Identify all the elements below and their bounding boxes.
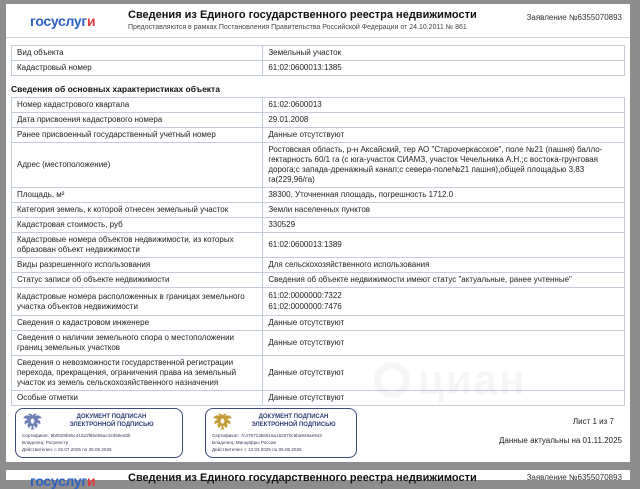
stamp-header (22, 411, 176, 432)
row-value: Земельный участок (263, 46, 625, 61)
gosuslugi-logo-blue: госуслуг (30, 473, 87, 489)
row-label: Сведения о невозможности государственной регистрации перехода, прекращения, ограничения права на земельный участок из земель сельскохозяйственного назначения (12, 356, 263, 391)
stamp-certificate: Сертификат: 7c475713b6516a152070c6ba948ae943 (212, 433, 322, 438)
table-row (12, 258, 625, 273)
stamp-validity: Действителен: с 02.07.2025 по 25.09.2026 (22, 446, 112, 452)
row-value: Ростовская область, р-н Аксайский, тер АО "Старочеркасское", поле №21 (пашня) балло-гектарность 60/1 га (с юга-участок СИАМЗ, участок Чечельника А.Н.;с востока-грунтовая дорога;с запада-дренажный канал;с севера-поле№21 пашня),общей площадью 3,83 га(229,96/га) (263, 143, 625, 188)
table-row (12, 331, 625, 356)
table-row (12, 218, 625, 233)
stamp-validity: Действителен: с 12.03.2025 по 05.06.2026 (212, 446, 302, 452)
row-value: Сведения об объекте недвижимости имеют статус "актуальные, ранее учтенные" (263, 273, 625, 288)
row-label: Адрес (местоположение) (12, 143, 263, 188)
rosreestr-emblem-icon (22, 411, 43, 432)
table-row (12, 233, 625, 258)
table-row (12, 143, 625, 188)
russia-coat-of-arms-icon (212, 411, 233, 432)
stamp-title: ДОКУМЕНТ ПОДПИСАН ЭЛЕКТРОННОЙ ПОДПИСЬЮ (251, 414, 336, 428)
header-title-block (128, 9, 518, 31)
document-header (6, 4, 630, 38)
table-row (12, 61, 625, 76)
document-page-2 (6, 470, 630, 489)
sheet-number: Лист 1 из 7 (572, 417, 614, 426)
gosuslugi-logo-blue: госуслуг (30, 13, 87, 29)
document-subtitle: Предоставляются в рамках Постановления Правительства Российской Федерации от 24.10.2011 № 861 (128, 24, 467, 31)
row-value: 330529 (263, 218, 625, 233)
row-value: Земли населенных пунктов (263, 203, 625, 218)
signature-stamp-rosreestr (15, 408, 183, 458)
row-label: Кадастровые номера объектов недвижимости, из которых образован объект недвижимости (12, 233, 263, 258)
data-actual-date: Данные актуальны на 01.11.2025 (498, 436, 622, 445)
row-value: Данные отсутствуют (263, 331, 625, 356)
signature-stamp-mincifry (205, 408, 357, 458)
stamp-certificate: Сертификат: 9b0528b65c41622f6beb6ac42d55ed3b (22, 433, 131, 438)
table-row (12, 113, 625, 128)
application-number: Заявление №6355070893 (526, 13, 622, 22)
application-number: Заявление №6355070893 (526, 473, 622, 482)
stamp-owner: Владелец: Росреестр (22, 439, 69, 445)
row-label: Дата присвоения кадастрового номера (12, 113, 263, 128)
table-row (12, 316, 625, 331)
row-label: Виды разрешенного использования (12, 258, 263, 273)
row-label: Кадастровый номер (12, 61, 263, 76)
row-label: Сведения о кадастровом инженере (12, 316, 263, 331)
signature-stamps (15, 408, 630, 458)
row-value: 61:02:0600013:1385 (263, 61, 625, 76)
row-label: Категория земель, к которой отнесен земельный участок (12, 203, 263, 218)
table-row (12, 391, 625, 406)
row-label: Особые отметки (12, 391, 263, 406)
row-value: 38300, Уточненная площадь, погрешность 1712.0 (263, 188, 625, 203)
gosuslugi-logo (30, 13, 95, 29)
table-row (12, 188, 625, 203)
row-value (263, 288, 625, 316)
table-row (12, 203, 625, 218)
table-row (12, 356, 625, 391)
row-label: Сведения о наличии земельного спора о местоположении границ земельных участков (12, 331, 263, 356)
row-label: Площадь, м² (12, 188, 263, 203)
table-row (12, 98, 625, 113)
row-label: Кадастровая стоимость, руб (12, 218, 263, 233)
row-value: Данные отсутствуют (263, 356, 625, 391)
stamp-details (22, 433, 176, 454)
row-value: Данные отсутствуют (263, 391, 625, 406)
stamp-details (212, 433, 350, 454)
table-row (12, 128, 625, 143)
document-title: Сведения из Единого государственного реестра недвижимости (128, 9, 477, 21)
row-label: Статус записи об объекте недвижимости (12, 273, 263, 288)
gosuslugi-logo (30, 473, 95, 489)
cian-watermark-text: циан (418, 356, 527, 403)
cadastral-number-line: 61:02:0000000:7476 (268, 302, 342, 311)
row-label: Кадастровые номера расположенных в границах земельного участка объектов недвижимости (12, 288, 263, 316)
row-value: Данные отсутствуют (263, 128, 625, 143)
section-title: Сведения об основных характеристиках объекта (11, 84, 220, 94)
row-label: Номер кадастрового квартала (12, 98, 263, 113)
row-value: 29.01.2008 (263, 113, 625, 128)
table-row (12, 46, 625, 61)
table-row (12, 273, 625, 288)
gosuslugi-logo-red: и (86, 473, 96, 489)
characteristics-table (11, 97, 625, 406)
stamp-title: ДОКУМЕНТ ПОДПИСАН ЭЛЕКТРОННОЙ ПОДПИСЬЮ (69, 414, 154, 428)
table-row (12, 288, 625, 316)
object-info-table (11, 45, 625, 76)
document-title: Сведения из Единого государственного реестра недвижимости (128, 472, 477, 484)
gosuslugi-logo-red: и (86, 13, 96, 29)
cadastral-number-line: 61:02:0000000:7322 (268, 291, 342, 300)
document-page-1 (6, 4, 630, 462)
stamp-owner: Владелец: Минцифры России (212, 439, 276, 445)
row-label: Ранее присвоенный государственный учетный номер (12, 128, 263, 143)
row-value: 61:02:0600013 (263, 98, 625, 113)
stamp-header (212, 411, 350, 432)
row-value: Данные отсутствуют (263, 316, 625, 331)
row-value: Для сельскохозяйственного использования (263, 258, 625, 273)
row-label: Вид объекта (12, 46, 263, 61)
row-value: 61:02:0600013:1389 (263, 233, 625, 258)
